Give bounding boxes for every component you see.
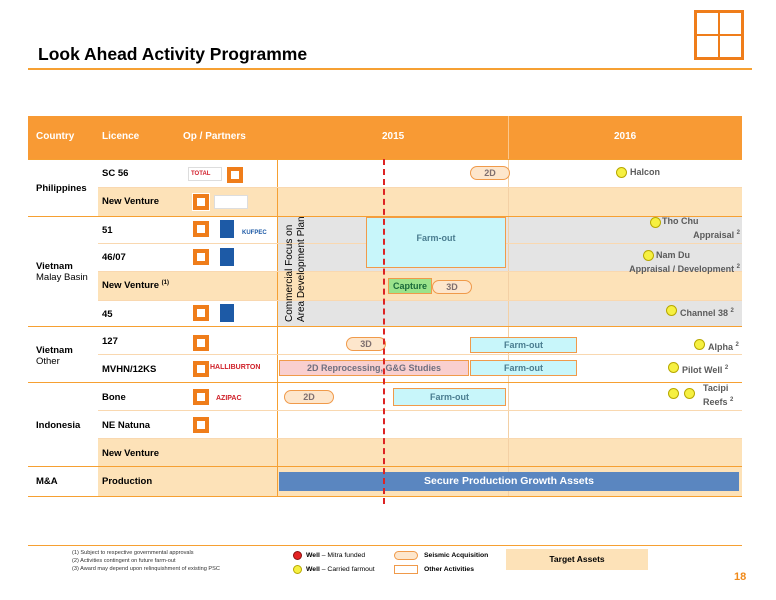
well-label-halcon: Halcon bbox=[630, 167, 661, 177]
footnote-ref: 2 bbox=[724, 365, 729, 371]
commercial-focus-line1: Commercial Focus on bbox=[284, 224, 295, 322]
page-title: Look Ahead Activity Programme bbox=[38, 44, 308, 64]
well-label-namdu-activity bbox=[600, 262, 740, 275]
pvep-logo bbox=[220, 220, 234, 238]
well-label-channel38 bbox=[680, 306, 740, 319]
pvep-logo bbox=[220, 304, 234, 322]
mitra-logo bbox=[192, 334, 210, 352]
well-carried-marker bbox=[643, 250, 654, 261]
legend-divider bbox=[28, 545, 742, 546]
well-label-channel38-text: Channel 38 bbox=[680, 308, 729, 318]
farm-out-bar: Farm-out bbox=[470, 360, 577, 376]
logo-quadrant bbox=[720, 36, 741, 57]
legend-mitra-text: – Mitra funded bbox=[319, 552, 366, 559]
footnote-ref: 2 bbox=[735, 342, 739, 348]
licence-sc56: SC 56 bbox=[102, 168, 129, 179]
header-year-2015: 2015 bbox=[382, 131, 405, 142]
header-licence: Licence bbox=[102, 131, 140, 142]
logo-quadrant bbox=[720, 13, 741, 34]
well-mitra-legend-icon bbox=[293, 551, 302, 560]
grid-line bbox=[28, 466, 742, 467]
well-label-tacipi-text: Reefs bbox=[703, 397, 728, 407]
well-label-alpha-text: Alpha bbox=[708, 342, 734, 352]
well-label-namdu-text: Appraisal / Development bbox=[629, 264, 735, 274]
grid-line bbox=[98, 300, 742, 301]
well-label-pilot bbox=[682, 363, 740, 376]
well-label-thochu: Tho Chu bbox=[662, 216, 699, 226]
footnote-ref: (1) bbox=[161, 280, 170, 286]
production-bar: Secure Production Growth Assets bbox=[279, 472, 739, 491]
farm-out-bar: Farm-out bbox=[470, 337, 577, 353]
licence-mvhn-12ks: MVHN/12KS bbox=[102, 364, 157, 375]
total-logo: TOTAL bbox=[188, 167, 222, 181]
title-divider bbox=[28, 68, 752, 70]
azipac-logo: AZIPAC bbox=[216, 395, 242, 402]
seismic-3d-bar: 3D bbox=[432, 280, 472, 294]
country-ma: M&A bbox=[36, 476, 58, 487]
target-band-row bbox=[98, 438, 742, 466]
country-philippines: Philippines bbox=[36, 183, 87, 194]
grid-line bbox=[28, 326, 742, 327]
mitra-logo bbox=[192, 416, 210, 434]
footnote-ref: 2 bbox=[736, 264, 740, 270]
legend-other: Other Activities bbox=[424, 566, 474, 573]
licence-production: Production bbox=[102, 476, 153, 487]
country-vietnam-other-sub: Other bbox=[36, 356, 60, 367]
country-vietnam-other: Vietnam bbox=[36, 345, 73, 356]
well-label-tacipi-reefs bbox=[703, 395, 743, 408]
well-carried-marker bbox=[684, 388, 695, 399]
well-label-thochu-activity bbox=[640, 228, 740, 241]
logo-quadrant bbox=[697, 36, 718, 57]
page-number: 18 bbox=[734, 571, 747, 583]
mitra-logo bbox=[192, 360, 210, 378]
well-carried-legend-icon bbox=[293, 565, 302, 574]
mitra-logo bbox=[192, 388, 210, 406]
grid-line bbox=[98, 410, 742, 411]
mitra-logo bbox=[192, 220, 210, 238]
farm-out-bar: Farm-out bbox=[393, 388, 506, 406]
farm-out-bar: Farm-out bbox=[366, 217, 506, 268]
well-label-tacipi: Tacipi bbox=[703, 383, 729, 393]
well-label-pilot-text: Pilot Well bbox=[682, 365, 723, 375]
legend-mitra-funded bbox=[306, 552, 365, 559]
well-carried-marker bbox=[650, 217, 661, 228]
footnote-3: (3) Award may depend upon relinquishment of existing PSC bbox=[72, 566, 220, 572]
footnote-2: (2) Activities contingent on future farm-out bbox=[72, 558, 176, 564]
well-label-namdu: Nam Du bbox=[656, 250, 691, 260]
country-vietnam-sub: Malay Basin bbox=[36, 272, 88, 283]
licence-ne-natuna: NE Natuna bbox=[102, 420, 151, 431]
well-label-alpha bbox=[708, 340, 742, 353]
mitra-logo bbox=[192, 248, 210, 266]
mitra-logo bbox=[192, 304, 210, 322]
grid-line bbox=[98, 438, 742, 439]
footnote-ref: 2 bbox=[736, 230, 740, 236]
well-carried-marker bbox=[668, 362, 679, 373]
seismic-3d-bar: 3D bbox=[346, 337, 386, 351]
legend-carried-farmout bbox=[306, 566, 375, 573]
licence-new-venture-label: New Venture bbox=[102, 280, 160, 292]
grid-line bbox=[28, 159, 742, 160]
licence-46-07: 46/07 bbox=[102, 252, 126, 263]
licence-new-venture bbox=[102, 280, 169, 291]
footnote-ref: 2 bbox=[730, 308, 734, 314]
legend-carried-text: – Carried farmout bbox=[319, 566, 375, 573]
grid-line bbox=[98, 187, 742, 188]
halliburton-logo: HALLIBURTON bbox=[210, 364, 261, 371]
seismic-2d-bar: 2D bbox=[470, 166, 510, 180]
grid-line bbox=[28, 382, 742, 383]
footnote-1: (1) Subject to respective governmental approvals bbox=[72, 550, 194, 556]
country-indonesia: Indonesia bbox=[36, 420, 81, 431]
licence-bone: Bone bbox=[102, 392, 126, 403]
header-country: Country bbox=[36, 131, 75, 142]
legend-well-word: Well bbox=[306, 566, 320, 573]
well-carried-marker bbox=[666, 305, 677, 316]
licence-new-venture: New Venture bbox=[102, 196, 160, 207]
pvep-logo bbox=[220, 248, 234, 266]
header-partners: Op / Partners bbox=[183, 131, 246, 142]
licence-127: 127 bbox=[102, 336, 118, 347]
company-logo bbox=[694, 10, 744, 60]
other-legend-swatch bbox=[394, 565, 418, 574]
grid-line bbox=[28, 496, 742, 497]
licence-45: 45 bbox=[102, 309, 113, 320]
year-divider bbox=[508, 116, 509, 159]
grid-line bbox=[98, 354, 742, 355]
grid-line bbox=[508, 159, 509, 496]
current-date-marker bbox=[383, 159, 385, 504]
country-vietnam: Vietnam bbox=[36, 261, 73, 272]
well-label-thochu-text: Appraisal bbox=[693, 230, 735, 240]
mitra-logo bbox=[226, 166, 244, 184]
licence-51: 51 bbox=[102, 225, 113, 236]
well-carried-marker bbox=[668, 388, 679, 399]
grid-line bbox=[277, 159, 278, 496]
kufpec-logo: KUFPEC bbox=[242, 230, 267, 236]
legend-seismic: Seismic Acquisition bbox=[424, 552, 489, 559]
header-year-2016: 2016 bbox=[614, 131, 637, 142]
commercial-focus-line2: Area Development Plan bbox=[296, 216, 307, 322]
well-carried-marker bbox=[616, 167, 627, 178]
legend-well-word: Well bbox=[306, 552, 320, 559]
seismic-2d-bar: 2D bbox=[284, 390, 334, 404]
capture-bar: Capture bbox=[388, 278, 432, 294]
studies-bar: 2D Reprocessing, G&G Studies bbox=[279, 360, 469, 376]
footnote-ref: 2 bbox=[730, 397, 734, 403]
seismic-legend-swatch bbox=[394, 551, 418, 560]
licence-new-venture: New Venture bbox=[102, 448, 160, 459]
mitra-logo bbox=[192, 193, 210, 211]
target-assets-legend: Target Assets bbox=[506, 549, 648, 570]
logo-quadrant bbox=[697, 13, 718, 34]
total-logo bbox=[214, 195, 248, 209]
well-carried-marker bbox=[694, 339, 705, 350]
